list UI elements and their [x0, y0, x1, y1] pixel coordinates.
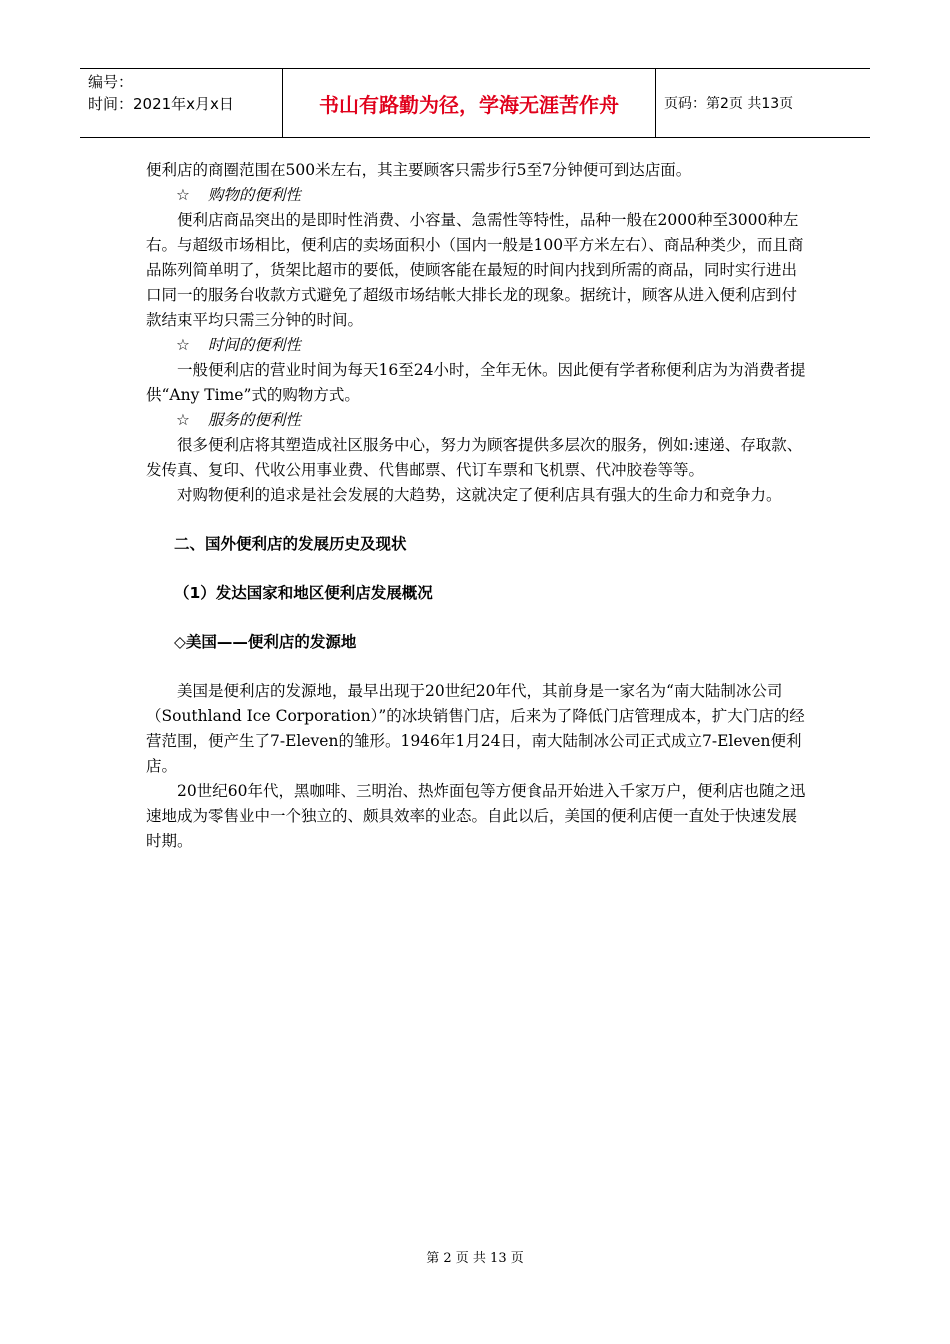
- document-body: [146, 158, 806, 854]
- subsection-title: 服务的便利性: [207, 411, 301, 429]
- paragraph: 便利店的商圈范围在500米左右，其主要顾客只需步行5至7分钟便可到达店面。: [146, 161, 692, 179]
- subsection-heading: （1）发达国家和地区便利店发展概况: [174, 584, 433, 602]
- page-footer: 第 2 页 共 13 页: [426, 1251, 524, 1266]
- section-heading: 二、国外便利店的发展历史及现状: [174, 535, 407, 553]
- paragraph: 美国是便利店的发源地，最早出现于20世纪20年代，其前身是一家名为“南大陆制冰公司（Southland Ice Corporation）”的冰块销售门店，后来为了降低门店管理成本，扩大门店的经营范围，便产生了7-Eleven的雏形。1946年1月24日，南大陆制冰公司正式成立7-Eleven便利店。: [146, 682, 805, 775]
- document-number-label: 编号：: [88, 73, 134, 91]
- subsection-heading: [146, 408, 806, 433]
- document-date: 时间：2021年x月x日: [88, 95, 234, 113]
- paragraph: 对购物便利的追求是社会发展的大趋势，这就决定了便利店具有强大的生命力和竞争力。: [177, 486, 782, 504]
- star-icon: ☆: [176, 411, 190, 429]
- topic-heading: ◇美国——便利店的发源地: [174, 633, 357, 651]
- page-header: [80, 68, 870, 138]
- paragraph: 便利店商品突出的是即时性消费、小容量、急需性等特性，品种一般在2000种至3000种左右。与超级市场相比，便利店的卖场面积小（国内一般是100平方米左右）、商品种类少，而且商品陈列简单明了，货架比超市的要低，使顾客能在最短的时间内找到所需的商品，同时实行进出口同一的服务台收款方式避免了超级市场结帐大排长龙的现象。据统计，顾客从进入便利店到付款结束平均只需三分钟的时间。: [146, 211, 804, 329]
- paragraph: 很多便利店将其塑造成社区服务中心，努力为顾客提供多层次的服务，例如:速递、存取款、发传真、复印、代收公用事业费、代售邮票、代订车票和飞机票、代冲胶卷等等。: [146, 436, 803, 479]
- paragraph: 一般便利店的营业时间为每天16至24小时，全年无休。因此便有学者称便利店为为消费者提供“Any Time”式的购物方式。: [146, 361, 806, 404]
- subsection-title: 时间的便利性: [207, 336, 301, 354]
- header-motto: 书山有路勤为径，学海无涯苦作舟: [283, 69, 656, 137]
- star-icon: ☆: [176, 186, 190, 204]
- header-page-number: 页码：第2页 共13页: [664, 96, 794, 112]
- subsection-heading: [146, 333, 806, 358]
- subsection-heading: [146, 183, 806, 208]
- star-icon: ☆: [176, 336, 190, 354]
- paragraph: 20世纪60年代，黑咖啡、三明治、热炸面包等方便食品开始进入千家万户，便利店也随之迅速地成为零售业中一个独立的、颇具效率的业态。自此以后，美国的便利店便一直处于快速发展时期。: [146, 782, 806, 850]
- subsection-title: 购物的便利性: [207, 186, 301, 204]
- header-meta: [80, 69, 283, 137]
